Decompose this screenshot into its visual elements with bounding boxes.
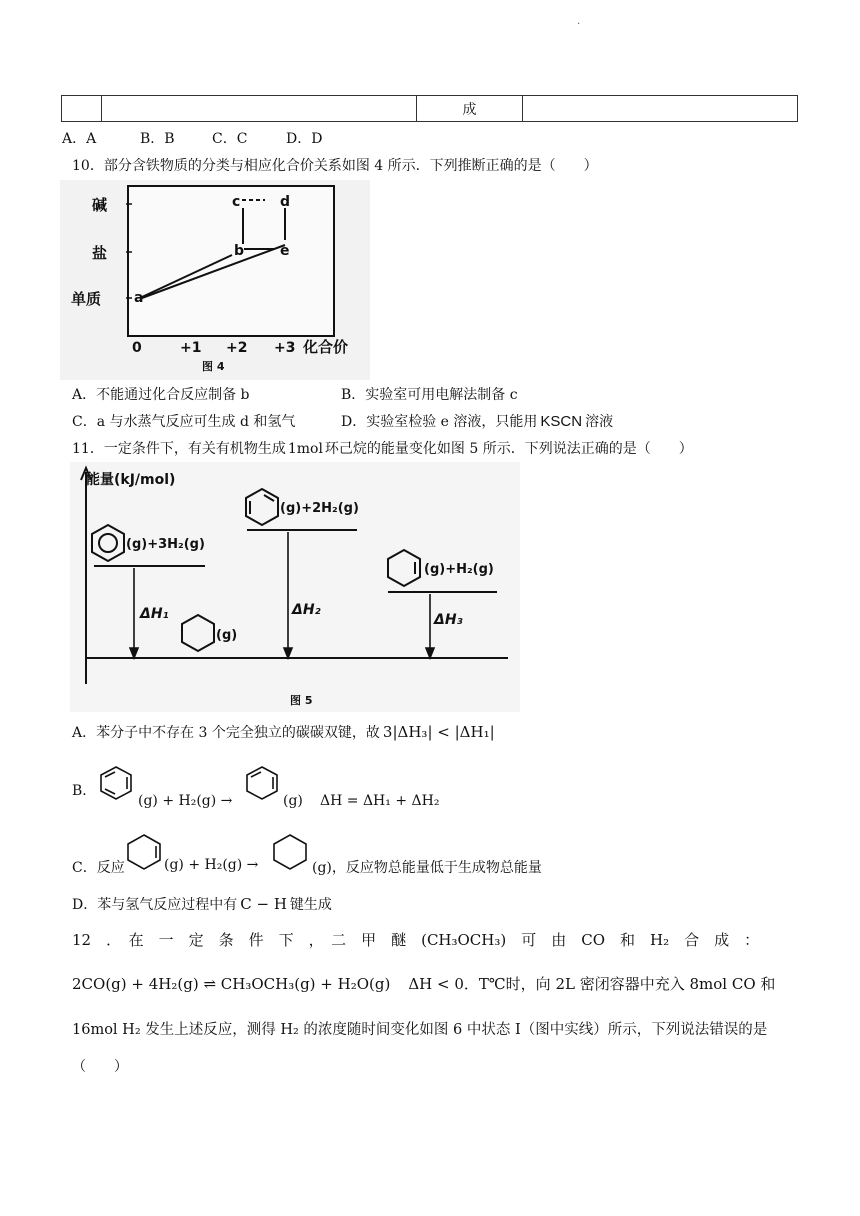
q11-stem-tail: 环己烷的能量变化如图 5 所示．下列说法正确的是（ ） xyxy=(324,441,693,457)
option-c: C．C xyxy=(212,131,248,147)
q11-option-a-text: A．苯分子中不存在 3 个完全独立的碳碳双键，故 xyxy=(72,725,380,741)
product-label: (g) xyxy=(216,628,238,643)
q11-option-b-mid: (g) + H₂(g) → xyxy=(138,793,233,809)
answer-table-fragment xyxy=(61,95,798,122)
q11-option-d xyxy=(72,894,332,914)
table-cell: 成 xyxy=(417,96,523,122)
q11-option-a xyxy=(72,722,495,742)
q11-option-b-label: B． xyxy=(72,783,97,799)
x-tick-2: +2 xyxy=(226,340,248,356)
q10-option-d xyxy=(341,411,613,431)
q12-dh: ΔH < 0 xyxy=(408,975,464,993)
q11-option-b-end: (g) xyxy=(283,793,303,809)
q12-line4: （ ） xyxy=(72,1059,128,1075)
cyclohexadiene-icon xyxy=(244,764,280,802)
q11-option-c-label: C．反应 xyxy=(72,860,125,876)
point-c: c xyxy=(232,194,241,210)
point-e: e xyxy=(280,243,290,259)
x-tick-0: 0 xyxy=(132,340,142,356)
figure-4 xyxy=(60,180,370,380)
q12-line3: 16mol H₂ 发生上述反应，测得 H₂ 的浓度随时间变化如图 6 中状态 I（图中实线）所示，下列说法错误的是 xyxy=(72,1022,768,1038)
point-a: a xyxy=(134,290,144,306)
q10-option-b: B．实验室可用电解法制备 c xyxy=(341,387,518,403)
level3-label: (g)+H₂(g) xyxy=(424,562,494,577)
y-label-salt: 盐 xyxy=(92,244,108,262)
table-cell xyxy=(62,96,102,122)
q11-stem-text: 11．一定条件下，有关有机物生成 xyxy=(72,441,286,457)
x-axis-title: 化合价 xyxy=(303,338,349,356)
x-tick-1: +1 xyxy=(180,340,202,356)
q11-option-d-text: D．苯与氢气反应过程中有 xyxy=(72,897,238,913)
benzene-icon xyxy=(98,764,134,802)
y-label-base: 碱 xyxy=(92,196,108,214)
y-label-element: 单质 xyxy=(71,290,102,308)
q12-line2-tail: ．T℃时，向 2L 密闭容器中充入 8mol CO 和 xyxy=(463,975,776,993)
level2-label: (g)+2H₂(g) xyxy=(280,501,359,516)
header-dot: . xyxy=(577,16,581,27)
point-b: b xyxy=(234,243,245,259)
y-axis-label: 能量(kJ/mol) xyxy=(86,472,176,488)
dh3-label: ΔH₃ xyxy=(434,612,463,628)
figure-5 xyxy=(70,462,520,712)
table-cell xyxy=(523,96,798,122)
level1-label: (g)+3H₂(g) xyxy=(126,537,205,552)
q10-stem: 10．部分含铁物质的分类与相应化合价关系如图 4 所示．下列推断正确的是（ ） xyxy=(72,158,598,174)
dh2-label: ΔH₂ xyxy=(292,602,321,618)
dh1-label: ΔH₁ xyxy=(140,606,169,622)
q12-line2 xyxy=(72,973,775,994)
option-b: B．B xyxy=(140,131,175,147)
point-d: d xyxy=(280,194,291,210)
figure-caption: 图 5 xyxy=(290,694,313,707)
q11-option-d-tail: 键生成 xyxy=(289,897,332,913)
q11-mol: 1mol xyxy=(287,441,323,457)
kscn-text: KSCN xyxy=(540,413,583,430)
q11-option-a-math: 3|ΔH₃| < |ΔH₁| xyxy=(382,723,495,741)
q12-line1: 12 ． 在 一 定 条 件 下 ， 二 甲 醚 (CH₃OCH₃) 可 由 CO 和 H₂ 合 成 ： xyxy=(72,931,760,949)
table-cell xyxy=(102,96,417,122)
q11-option-b-dh: ΔH = ΔH₁ + ΔH₂ xyxy=(320,793,440,809)
x-tick-3: +3 xyxy=(274,340,296,356)
q11-option-d-math: C − H xyxy=(240,895,287,913)
q12-equation: 2CO(g) + 4H₂(g) ⇌ CH₃OCH₃(g) + H₂O(g) xyxy=(72,975,391,993)
q10-option-c: C．a 与水蒸气反应可生成 d 和氢气 xyxy=(72,414,296,430)
q11-option-c-mid: (g) + H₂(g) → xyxy=(164,857,259,873)
q11-option-c-end: (g)，反应物总能量低于生成物总能量 xyxy=(312,860,542,876)
option-a: A．A xyxy=(62,131,97,147)
cyclohexene-icon xyxy=(124,832,164,872)
q10-option-d-tail: 溶液 xyxy=(585,414,614,430)
q10-option-d-text: D．实验室检验 e 溶液，只能用 xyxy=(341,414,538,430)
q9-options xyxy=(62,128,322,148)
q10-option-a: A．不能通过化合反应制备 b xyxy=(72,387,250,403)
cyclohexane-icon xyxy=(270,832,310,872)
option-d: D．D xyxy=(286,131,323,147)
figure-caption: 图 4 xyxy=(202,360,225,373)
q11-stem xyxy=(72,438,693,458)
